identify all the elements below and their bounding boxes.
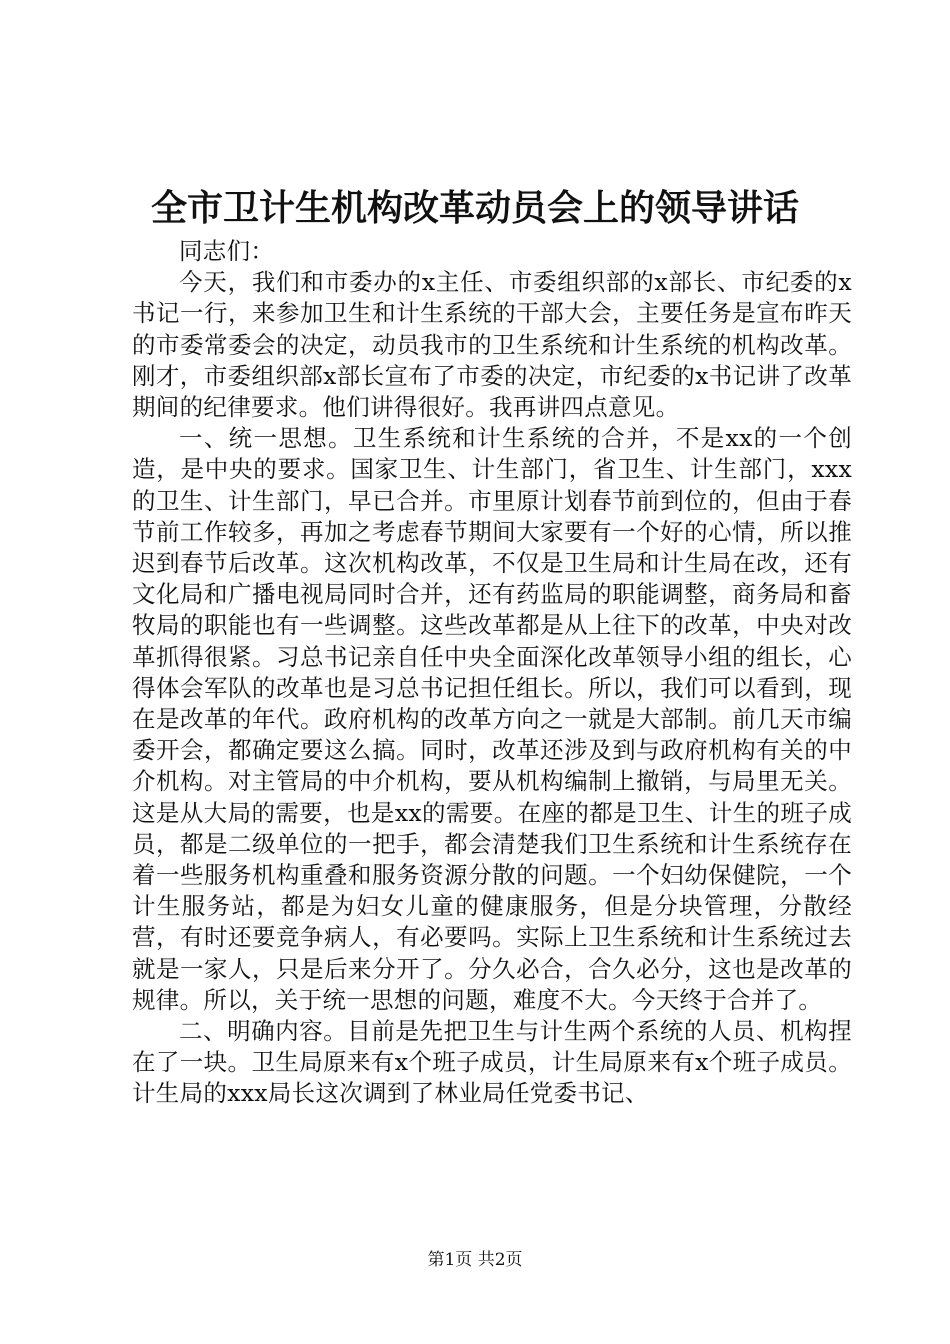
paragraph-1: 今天，我们和市委办的x主任、市委组织部的x部长、市纪委的x书记一行，来参加卫生和计生系统的干部大会，主要任务是宣布昨天的市委常委会的决定，动员我市的卫生系统和计生系统的机构改革。刚才，市委组织部x部长宣布了市委的决定，市纪委的x书记讲了改革期间的纪律要求。他们讲得很好。我再讲四点意见。 — [132, 268, 852, 422]
document-body — [132, 236, 852, 1110]
paragraph-2: 一、统一思想。卫生系统和计生系统的合并，不是xx的一个创造，是中央的要求。国家卫生、计生部门，省卫生、计生部门，xxx的卫生、计生部门，早已合并。市里原计划春节前到位的，但由于春节前工作较多，再加之考虑春节期间大家要有一个好的心情，所以推迟到春节后改革。这次机构改革，不仅是卫生局和计生局在改，还有文化局和广播电视局同时合并，还有药监局的职能调整，商务局和畜牧局的职能也有一些调整。这些改革都是从上往下的改革，中央对改革抓得很紧。习总书记亲自任中央全面深化改革领导小组的组长，心得体会军队的改革也是习总书记担任组长。所以，我们可以看到，现在是改革的年代。政府机构的改革方向之一就是大部制。前几天市编委开会，都确定要这么搞。同时，改革还涉及到与政府机构有关的中介机构。对主管局的中介机构，要从机构编制上撤销，与局里无关。这是从大局的需要，也是xx的需要。在座的都是卫生、计生的班子成员，都是二级单位的一把手，都会清楚我们卫生系统和计生系统存在着一些服务机构重叠和服务资源分散的问题。一个妇幼保健院，一个计生服务站，都是为妇女儿童的健康服务，但是分块管理，分散经营，有时还要竞争病人，有必要吗。实际上卫生系统和计生系统过去就是一家人，只是后来分开了。分久必合，合久必分，这也是改革的规律。所以，关于统一思想的问题，难度不大。今天终于合并了。 — [132, 424, 852, 1014]
paragraph-3: 二、明确内容。目前是先把卫生与计生两个系统的人员、机构捏在了一块。卫生局原来有x个班子成员，计生局原来有x个班子成员。计生局的xxx局长这次调到了林业局任党委书记、 — [132, 1017, 852, 1108]
page-footer: 第1页 共2页 — [427, 1250, 523, 1270]
salutation: 同志们： — [179, 237, 275, 265]
document-title: 全市卫计生机构改革动员会上的领导讲话 — [150, 187, 799, 229]
